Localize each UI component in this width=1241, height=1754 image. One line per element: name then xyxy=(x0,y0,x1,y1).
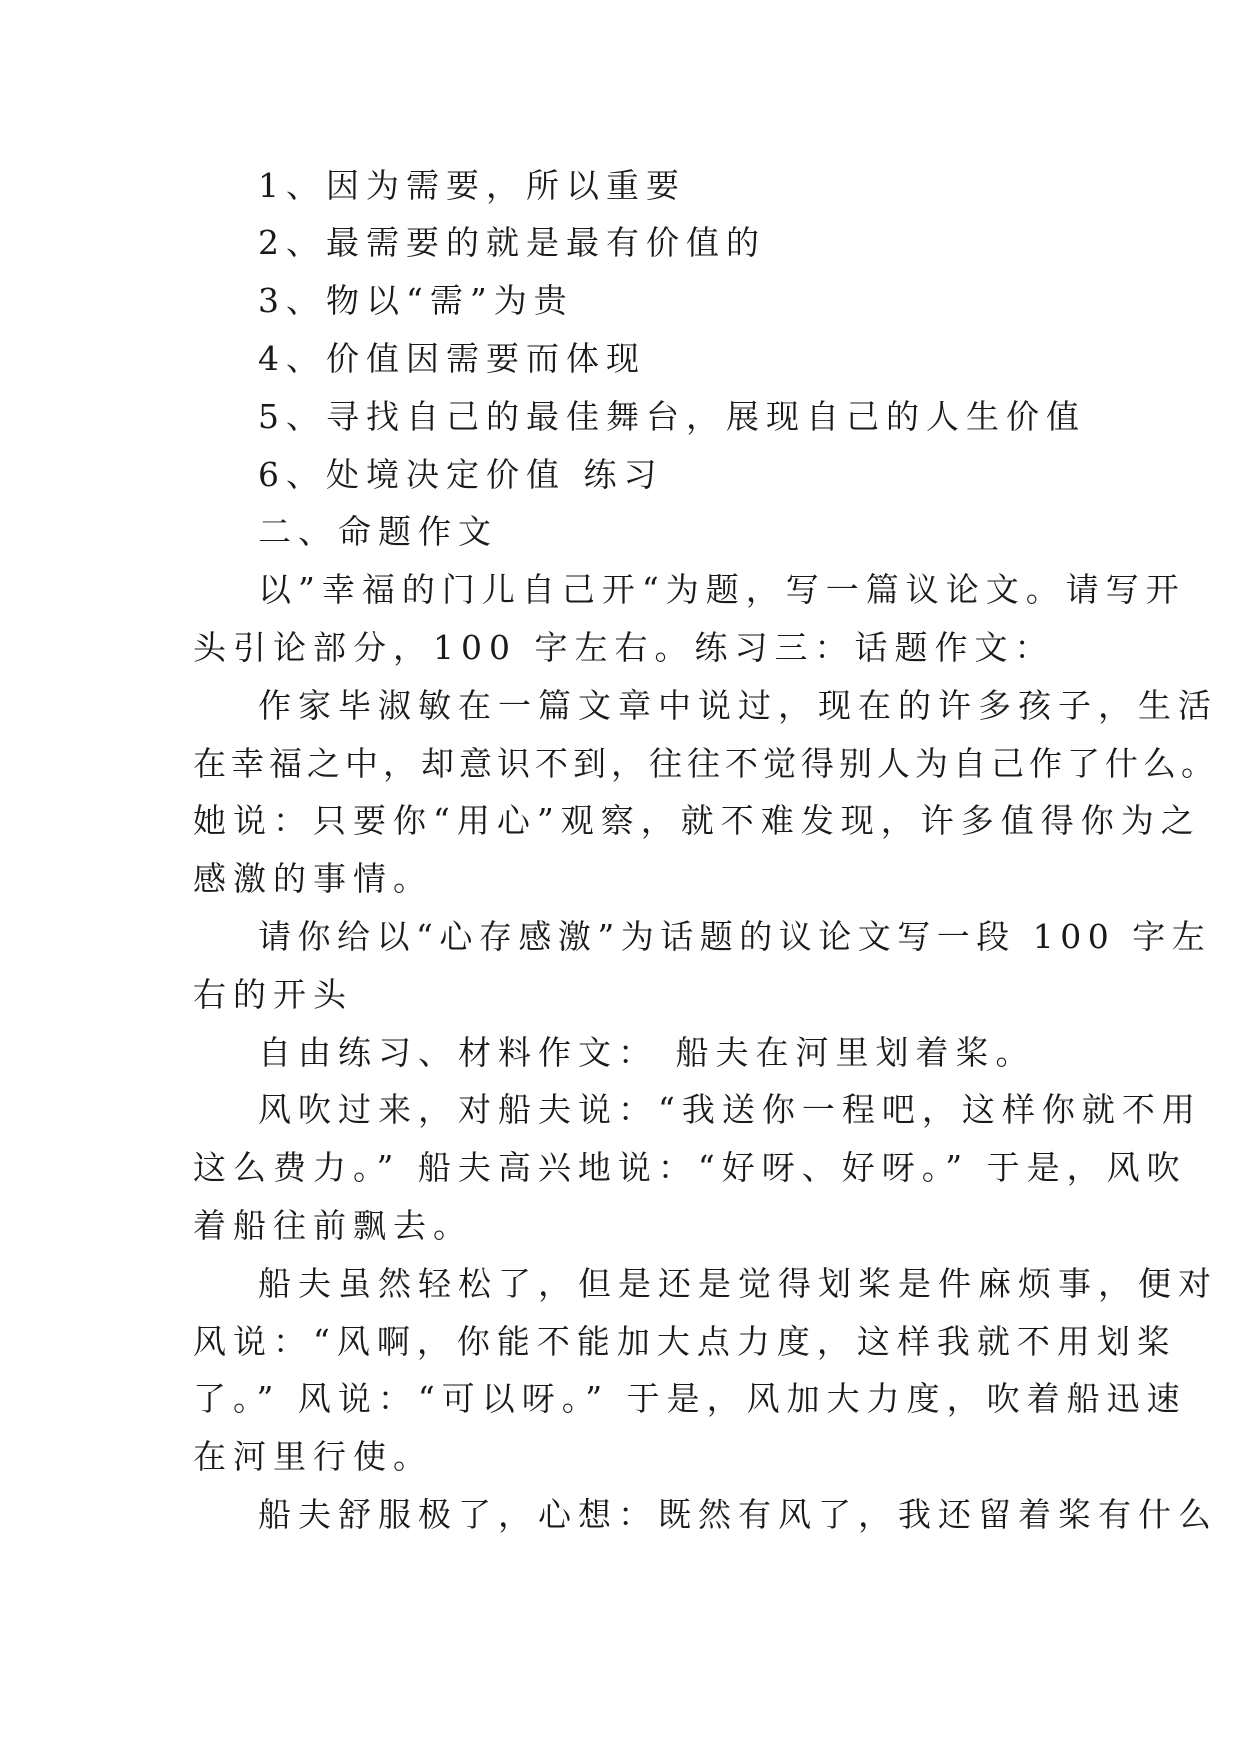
text-line: 感激的事情。 xyxy=(193,859,433,898)
text-line: 4、价值因需要而体现 xyxy=(258,339,646,378)
section-heading: 二、命题作文 xyxy=(258,512,498,551)
text-line: 头引论部分，100 字左右。练习三：话题作文： xyxy=(193,628,1055,667)
text-line: 船夫舒服极了，心想：既然有风了，我还留着桨有什么 xyxy=(258,1495,1218,1534)
text-line: 船夫虽然轻松了，但是还是觉得划桨是件麻烦事，便对 xyxy=(258,1264,1218,1303)
text-line: 在河里行使。 xyxy=(193,1437,433,1476)
text-line: 在幸福之中，却意识不到，往往不觉得别人为自己作了什么。 xyxy=(193,744,1219,783)
text-line: 1、因为需要，所以重要 xyxy=(258,166,686,205)
text-line: 风说：“风啊，你能不能加大点力度，这样我就不用划桨 xyxy=(193,1322,1177,1361)
text-line: 这么费力。” 船夫高兴地说：“好呀、好呀。” 于是，风吹 xyxy=(193,1148,1187,1187)
text-line: 着船往前飘去。 xyxy=(193,1206,473,1245)
text-line: 3、物以“需”为贵 xyxy=(258,281,574,320)
text-line: 2、最需要的就是最有价值的 xyxy=(258,223,766,262)
text-line: 5、寻找自己的最佳舞台，展现自己的人生价值 xyxy=(258,397,1086,436)
text-line: 自由练习、材料作文： 船夫在河里划着桨。 xyxy=(258,1033,1036,1072)
text-line: 了。” 风说：“可以呀。” 于是，风加大力度，吹着船迅速 xyxy=(193,1379,1187,1418)
text-line: 她说：只要你“用心”观察，就不难发现，许多值得你为之 xyxy=(193,801,1201,840)
text-line: 请你给以“心存感激”为话题的议论文写一段 100 字左 xyxy=(258,917,1212,956)
text-line: 作家毕淑敏在一篇文章中说过，现在的许多孩子，生活 xyxy=(258,686,1218,725)
text-line: 以”幸福的门儿自己开“为题，写一篇议论文。请写开 xyxy=(258,570,1186,609)
text-line: 风吹过来，对船夫说：“我送你一程吧，这样你就不用 xyxy=(258,1090,1202,1129)
text-line: 右的开头 xyxy=(193,975,353,1014)
text-line: 6、处境决定价值 练习 xyxy=(258,455,664,494)
